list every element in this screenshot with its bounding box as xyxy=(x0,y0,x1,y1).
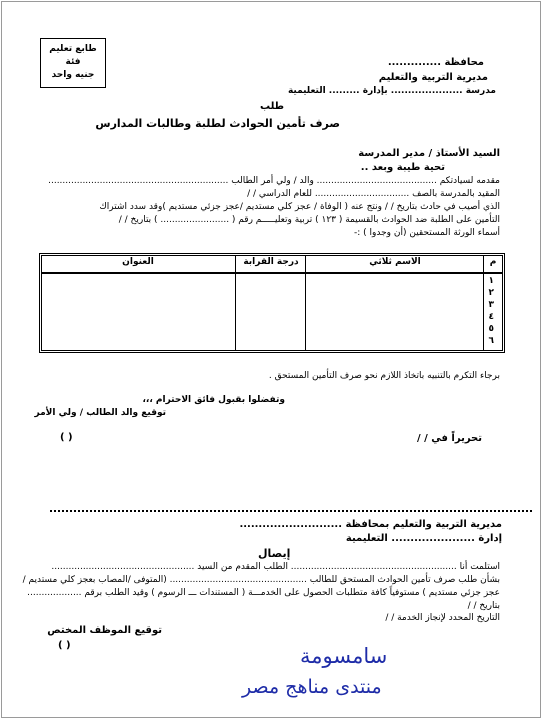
greeting: تحية طيبة وبعد .. xyxy=(360,162,445,173)
row-number: ٦ xyxy=(488,336,494,346)
receipt-directorate: مديرية التربية والتعليم بمحافظة ........................... xyxy=(239,519,502,530)
col-header-address: العنوان xyxy=(122,257,154,267)
receipt-line-3: عجز جزئي مستديم ) مستوفياً كافة متطلبات الحصول على الخدمـــة ( المستندات ـــ الرسوم ) وقيد الطلب برقم ................... xyxy=(27,588,500,598)
heirs-table xyxy=(39,253,505,353)
watermark-line-1: سامسومة xyxy=(300,644,388,668)
col-header-name: الاسم ثلاثي xyxy=(369,257,421,267)
header-directorate: مديرية التربية والتعليم xyxy=(378,72,488,83)
separator-line xyxy=(50,510,532,512)
receipt-line-5: التاريخ المحدد لإنجاز الخدمة / / xyxy=(385,613,500,623)
title-request: طلب xyxy=(260,101,285,112)
row-number: ٥ xyxy=(488,324,494,334)
body-line-5: أسماء الورثة المستحقين (أن وجدوا ) :- xyxy=(354,228,500,238)
guardian-signature-paren: ( ) xyxy=(60,432,73,443)
receipt-line-1: استلمت أنا .......................................................... الطلب المقدم من السيد .................................................. xyxy=(51,562,500,572)
stamp-line-1: طابع تعليم xyxy=(49,44,97,54)
col-header-number: م xyxy=(489,257,497,267)
stamp-line-3: جنيه واحد xyxy=(51,70,95,80)
guardian-signature-label: توقيع والد الطالب / ولي الأمر xyxy=(34,408,166,418)
receipt-line-2: بشأن طلب صرف تأمين الحوادث المستحق للطالب ................................................ (المتوفى /المصاب بعجز كلي مستديم / xyxy=(22,575,500,585)
request-line: برجاء التكرم بالتنبيه باتخاذ اللازم نحو صرف التأمين المستحق . xyxy=(268,371,500,381)
row-number: ٢ xyxy=(488,288,494,298)
official-signature-label: توقيع الموظف المختص xyxy=(47,625,162,636)
document-page xyxy=(1,1,541,718)
stamp-box xyxy=(40,38,106,88)
date-written: تحريراً في / / xyxy=(417,433,482,444)
row-number: ٣ xyxy=(488,300,494,310)
body-line-4: التأمين على الطلبة ضد الحوادث بالقسيمة ( ١٢٣ ) تربية وتعليـــــم رقم ( ........................ ) بتاريخ / / xyxy=(118,215,500,225)
watermark-line-2: منتدى مناهج مصر xyxy=(242,676,382,698)
official-signature-paren: ( ) xyxy=(58,640,71,651)
row-number: ٤ xyxy=(488,312,494,322)
row-number: ١ xyxy=(488,276,494,286)
body-line-3: الذي أصيب في حادث بتاريخ / / ونتج عنه ( الوفاة / عجز كلي مستديم /عجز جزئي مستديم )وقد سدد اشتراك xyxy=(99,202,500,212)
closing-line: وتفضلوا بقبول فائق الاحترام ،،، xyxy=(142,395,285,405)
receipt-admin: إدارة ...................... التعليمية xyxy=(345,533,502,544)
col-header-relation: درجة القرابة xyxy=(243,257,299,267)
header-school-admin: مدرسة ..................... بإدارة ......... التعليمية xyxy=(287,86,496,96)
receipt-line-4: بتاريخ / / xyxy=(467,601,500,611)
stamp-line-2: فئة xyxy=(65,57,81,67)
receipt-title: إيصال xyxy=(258,547,291,560)
body-line-1: مقدمه لسيادتكم .......................................... والد / ولي أمر الطالب ............................................................... xyxy=(48,176,500,186)
title-main: صرف تأمين الحوادث لطلبة وطالبات المدارس xyxy=(95,117,340,130)
addressee: السيد الأستاذ / مدير المدرسة xyxy=(358,148,500,159)
header-governorate: محافظة .............. xyxy=(387,57,484,68)
body-line-2: المقيد بالمدرسة بالصف ................................. للعام الدراسي / / xyxy=(247,189,500,199)
